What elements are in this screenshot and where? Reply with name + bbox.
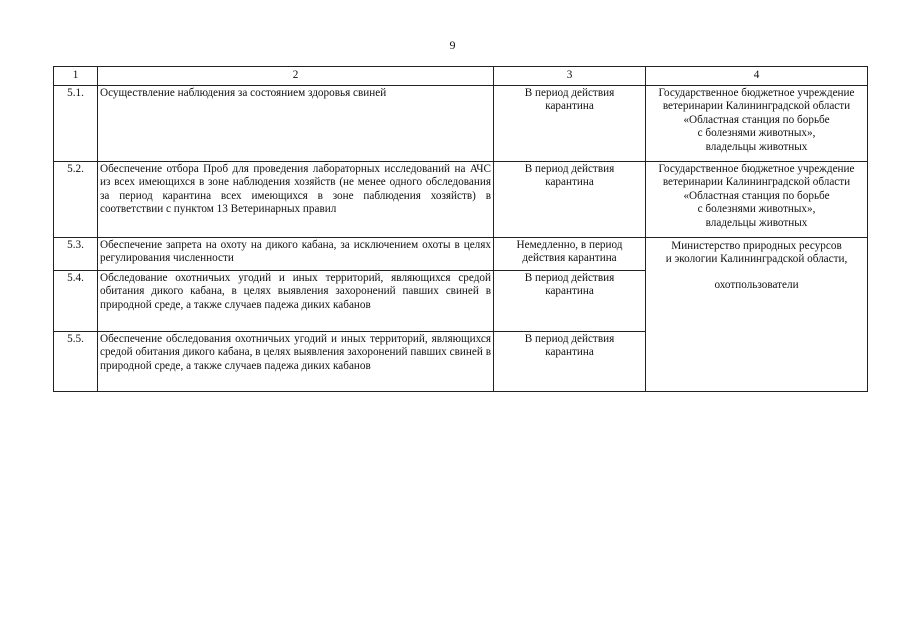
responsible-line: ветеринарии Калининградской области — [662, 100, 851, 113]
table-row — [54, 238, 868, 271]
responsible-line: владельцы животных — [705, 140, 808, 153]
responsible-line: «Областная станция по борьбе — [683, 113, 830, 126]
period-line: Немедленно, в период — [516, 239, 623, 251]
measures-table — [53, 66, 868, 392]
row-number: 5.5. — [54, 332, 98, 392]
period-line: В период действия — [524, 163, 615, 175]
period-cell — [494, 332, 646, 392]
measure-description: Обследование охотничьих угодий и иных территорий, являющихся средой обитания дикого кабана, в целях выявления захоронений павших свиней в природной среде, а также случаев падежа диких кабанов — [98, 271, 494, 332]
period-line: карантина — [545, 285, 594, 298]
period-cell — [494, 86, 646, 162]
period-line: карантина — [545, 176, 594, 189]
responsible-cell — [646, 86, 868, 162]
period-cell — [494, 271, 646, 332]
period-line: В период действия — [524, 333, 615, 345]
header-cell: 2 — [98, 67, 494, 86]
header-cell: 3 — [494, 67, 646, 86]
period-line: карантина — [545, 100, 594, 113]
responsible-line: владельцы животных — [705, 216, 808, 229]
row-number: 5.2. — [54, 162, 98, 238]
responsible-line: «Областная станция по борьбе — [683, 189, 830, 202]
measure-description: Осуществление наблюдения за состоянием здоровья свиней — [98, 86, 494, 162]
measure-description: Обеспечение отбора Проб для проведения лабораторных исследований на АЧС из всех имеющихся в зоне наблюдения хозяйств (не менее одного обследования за период карантина всех имеющихся в зоне паблюдения хозяйств) в соответствии с пунктом 13 Ветеринарных правил — [98, 162, 494, 238]
table-header-row — [54, 67, 868, 86]
header-cell: 1 — [54, 67, 98, 86]
period-cell — [494, 162, 646, 238]
period-line: В период действия — [524, 87, 615, 99]
page-number: 9 — [449, 38, 456, 52]
header-cell: 4 — [646, 67, 868, 86]
responsible-line: и экологии Калининградской области, — [665, 253, 848, 266]
responsible-cell-merged — [646, 238, 868, 392]
responsible-line: Министерство природных ресурсов — [671, 240, 842, 252]
row-number: 5.1. — [54, 86, 98, 162]
row-number: 5.4. — [54, 271, 98, 332]
measure-description: Обеспечение обследования охотничьих угодий и иных территорий, являющихся средой обитания дикого кабана, в целях выявления захоронений павших свиней в природной среде, а также случаев падежа диких кабанов — [98, 332, 494, 392]
period-line: карантина — [545, 346, 594, 359]
period-line: действия карантина — [522, 252, 617, 265]
responsible-line: охотпользователи — [714, 278, 799, 291]
table-row — [54, 162, 868, 238]
responsible-line: с болезнями животных», — [697, 203, 816, 216]
responsible-line: Государственное бюджетное учреждение — [658, 87, 855, 99]
table-row — [54, 86, 868, 162]
period-line: В период действия — [524, 272, 615, 284]
row-number: 5.3. — [54, 238, 98, 271]
responsible-line: ветеринарии Калининградской области — [662, 176, 851, 189]
responsible-cell — [646, 162, 868, 238]
period-cell — [494, 238, 646, 271]
responsible-line: с болезнями животных», — [697, 127, 816, 140]
measure-description: Обеспечение запрета на охоту на дикого кабана, за исключением охоты в целях регулирования численности — [98, 238, 494, 271]
responsible-line: Государственное бюджетное учреждение — [658, 163, 855, 175]
